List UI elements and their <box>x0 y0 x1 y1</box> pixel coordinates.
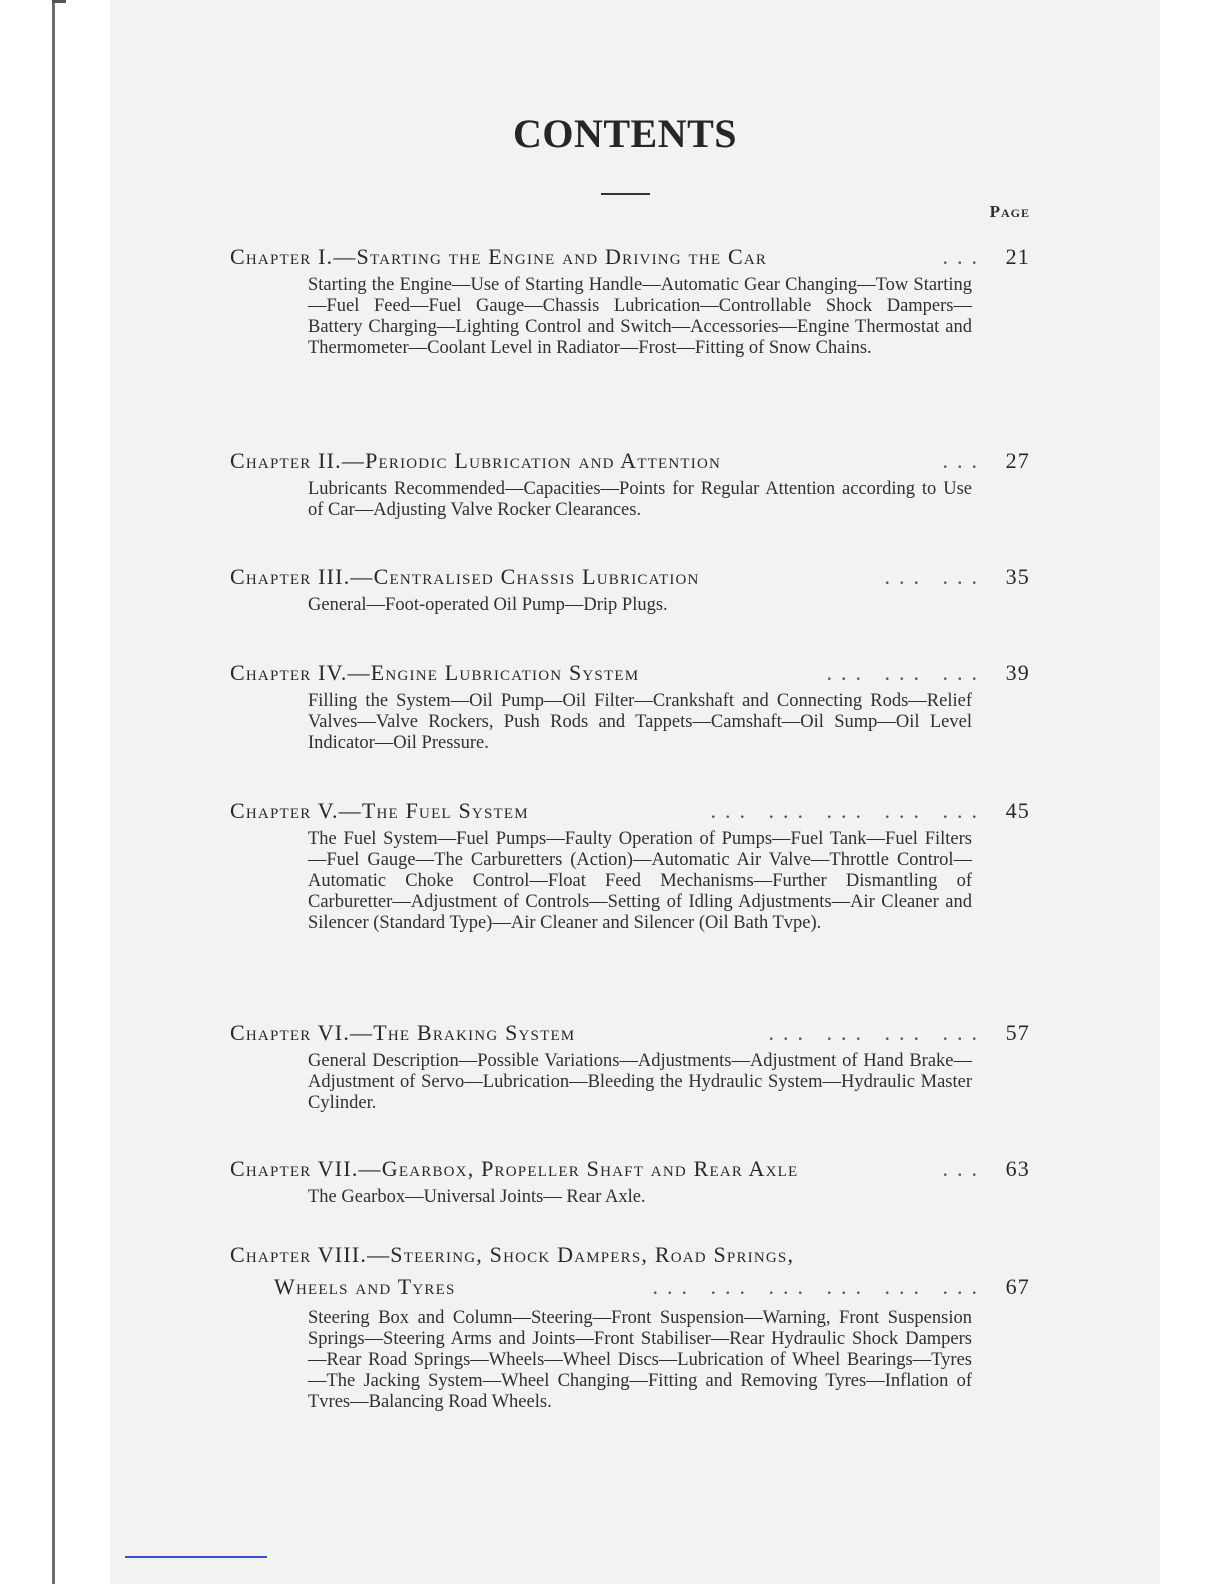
chapter-heading: Chapter IV.—Engine Lubrication System <box>230 660 640 685</box>
dot-leader: ... <box>942 448 986 473</box>
chapter-heading-continuation: Wheels and Tyres <box>274 1274 456 1299</box>
chapter-heading-line <box>230 448 1030 474</box>
chapter-heading-line <box>230 1242 1030 1268</box>
dot-leader: ... ... <box>884 564 986 589</box>
contents-entry-chapter-4 <box>230 660 1030 754</box>
chapter-description: Steering Box and Column—Steering—Front Suspension—Warning, Front Suspension Springs—Steering Arms and Joints—Front Stabiliser—Rear Hydraulic Shock Dampers—Rear Road Springs—Wheels—Wheel Discs—Lubrication of Wheel Bearings—Tyres—The Jacking System—Wheel Changing—Fitting and Removing Tyres—Inflation of Tvres—Balancing Road Wheels. <box>308 1308 972 1412</box>
chapter-heading: Chapter I.—Starting the Engine and Driving the Car <box>230 244 768 269</box>
chapter-heading: Chapter VI.—The Braking System <box>230 1020 576 1045</box>
chapter-heading-line <box>230 244 1030 270</box>
dot-leader: ... ... ... ... ... <box>710 798 986 823</box>
scan-page-edge <box>52 0 55 1584</box>
chapter-heading-continuation-line <box>230 1274 1030 1300</box>
chapter-description: General Description—Possible Variations—Adjustments—Adjustment of Hand Brake—Adjustment of Servo—Lubrication—Bleeding the Hydraulic System—Hydraulic Master Cylinder. <box>308 1051 972 1113</box>
chapter-heading: Chapter II.—Periodic Lubrication and Attention <box>230 448 722 473</box>
chapter-description: Filling the System—Oil Pump—Oil Filter—Crankshaft and Connecting Rods—Relief Valves—Valve Rockers, Push Rods and Tappets—Camshaft—Oil Sump—Oil Level Indicator—Oil Pressure. <box>308 691 972 753</box>
chapter-heading-line <box>230 1156 1030 1182</box>
page-number: 67 <box>1005 1274 1030 1299</box>
contents-entry-chapter-6 <box>230 1020 1030 1114</box>
dot-leader: ... ... ... ... ... ... <box>652 1274 986 1299</box>
chapter-heading-line <box>230 798 1030 824</box>
contents-entry-chapter-7 <box>230 1156 1030 1208</box>
scan-corner-mark <box>52 0 66 3</box>
dot-leader: ... ... ... <box>826 660 986 685</box>
page-number: 63 <box>1005 1156 1030 1181</box>
page-number: 21 <box>1005 244 1030 269</box>
chapter-heading: Chapter VII.—Gearbox, Propeller Shaft and Rear Axle <box>230 1156 799 1181</box>
dot-leader: ... <box>942 1156 986 1181</box>
page-number: 57 <box>1005 1020 1030 1045</box>
scan-artifact-line <box>125 1556 267 1558</box>
contents-entry-chapter-5 <box>230 798 1030 934</box>
page-column-label: Page <box>989 202 1030 221</box>
dot-leader: ... <box>942 244 986 269</box>
chapter-heading-line <box>230 1020 1030 1046</box>
page-number: 27 <box>1005 448 1030 473</box>
chapter-description: The Fuel System—Fuel Pumps—Faulty Operation of Pumps—Fuel Tank—Fuel Filters—Fuel Gauge—The Carburetters (Action)—Automatic Air Valve—Throttle Control—Automatic Choke Control—Float Feed Mechanisms—Further Dismantling of Carburetter—Adjustment of Controls—Setting of Idling Adjustments—Air Cleaner and Silencer (Standard Type)—Air Cleaner and Silencer (Oil Bath Tvpe). <box>308 829 972 933</box>
contents-entry-chapter-3 <box>230 564 1030 616</box>
chapter-description: The Gearbox—Universal Joints— Rear Axle. <box>308 1187 646 1207</box>
chapter-heading: Chapter V.—The Fuel System <box>230 798 529 823</box>
chapter-heading: Chapter III.—Centralised Chassis Lubrication <box>230 564 700 589</box>
page-number: 39 <box>1005 660 1030 685</box>
contents-entry-chapter-2 <box>230 448 1030 521</box>
chapter-heading-line <box>230 564 1030 590</box>
page-number: 35 <box>1005 564 1030 589</box>
chapter-heading: Chapter VIII.—Steering, Shock Dampers, Road Springs, <box>230 1242 795 1267</box>
contents-entry-chapter-8 <box>230 1242 1030 1413</box>
chapter-description: Starting the Engine—Use of Starting Handle—Automatic Gear Changing—Tow Starting—Fuel Feed—Fuel Gauge—Chassis Lubrication—Controllable Shock Dampers—Battery Charging—Lighting Control and Switch—Accessories—Engine Thermostat and Thermometer—Coolant Level in Radiator—Frost—Fitting of Snow Chains. <box>308 275 972 358</box>
page-title: CONTENTS <box>512 111 738 156</box>
chapter-description: General—Foot-operated Oil Pump—Drip Plugs. <box>308 595 668 615</box>
chapter-description: Lubricants Recommended—Capacities—Points for Regular Attention according to Use of Car—Adjusting Valve Rocker Clearances. <box>308 479 972 520</box>
chapter-heading-line <box>230 660 1030 686</box>
contents-entry-chapter-1 <box>230 244 1030 359</box>
title-divider <box>601 193 650 195</box>
dot-leader: ... ... ... ... <box>768 1020 986 1045</box>
page-number: 45 <box>1005 798 1030 823</box>
